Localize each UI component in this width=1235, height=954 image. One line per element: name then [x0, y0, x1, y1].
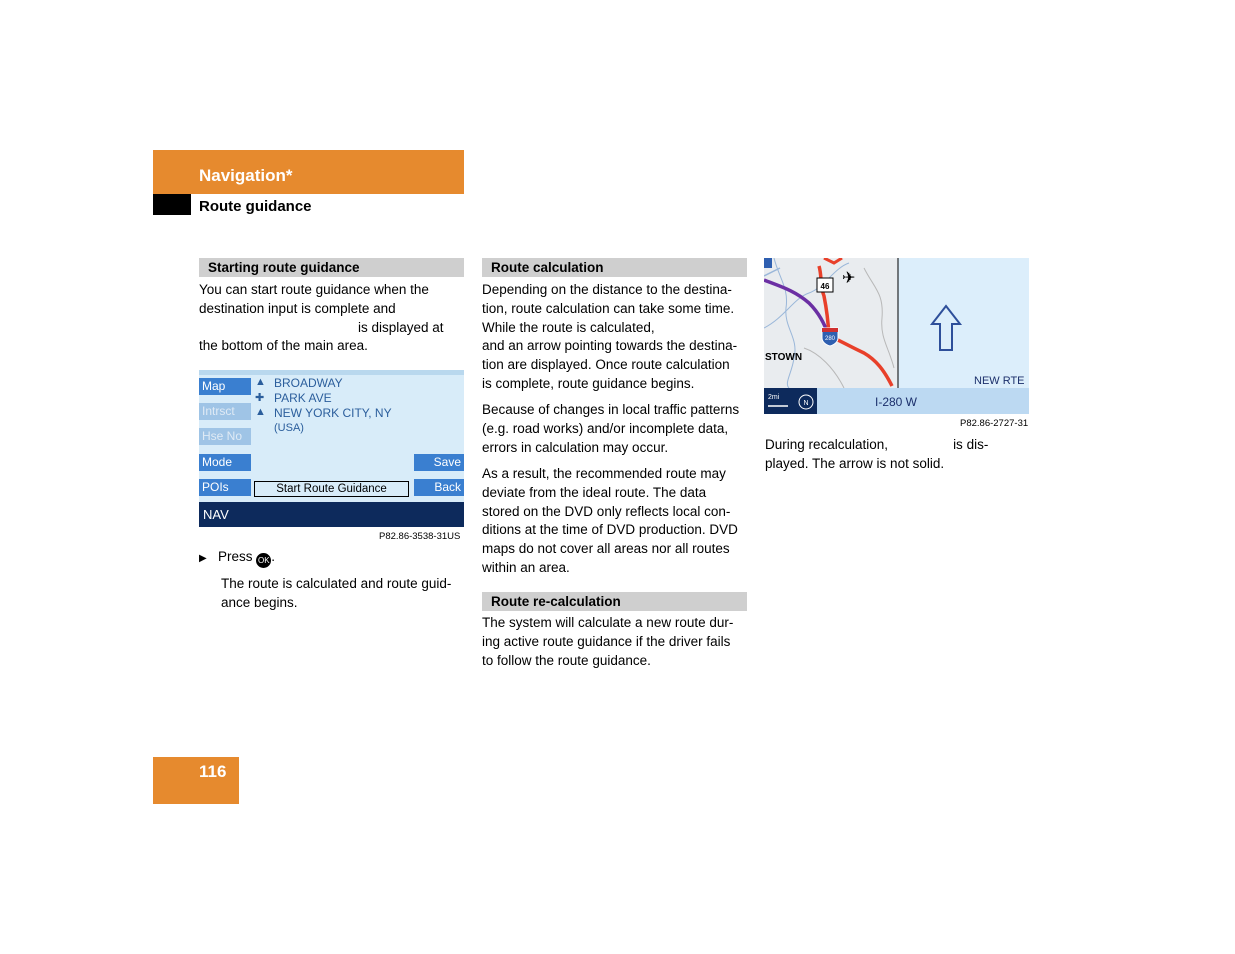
back-button[interactable]: Back	[414, 479, 464, 496]
paragraph-route-calculation: Depending on the distance to the destina- tion, route calculation can take some time. While the route is calculated, and an arrow pointing towards the destina- tion are displayed. Once route calculation is complete, route guidance begins.	[482, 282, 738, 391]
pois-button[interactable]: POIs	[199, 479, 251, 496]
step-press-ok: ▶ Press OK .	[199, 548, 464, 569]
paragraph-traffic-changes: Because of changes in local traffic patterns (e.g. road works) and/or incomplete data, errors in calculation may occur.	[482, 402, 740, 455]
heading-route-recalculation: Route re-calculation	[482, 592, 747, 611]
subsection-marker	[153, 194, 191, 215]
page-number: 116	[199, 762, 227, 781]
map-button[interactable]: Map	[199, 378, 251, 395]
town-label: STOWN	[765, 352, 803, 363]
interstate-shield-corner	[764, 258, 772, 268]
house-number-button[interactable]: Hse No	[199, 428, 251, 445]
direction-arrow-icon	[932, 306, 960, 350]
address-city: NEW YORK CITY, NY	[274, 406, 392, 420]
step-result: The route is calculated and route guid- ance begins.	[221, 576, 452, 610]
heading-route-calculation: Route calculation	[482, 258, 747, 277]
paragraph-during-recalculation: During recalculation, is dis- played. The arrow is not solid.	[765, 437, 989, 471]
scale-box	[764, 388, 817, 414]
address-street: BROADWAY	[274, 376, 343, 390]
mode-button[interactable]: Mode	[199, 454, 251, 471]
nav-status-bar: NAV	[199, 502, 464, 527]
airport-icon: ✈	[842, 268, 856, 287]
paragraph-route-recalculation: The system will calculate a new route dur- ing active route guidance if the driver fails to follow the route guidance.	[482, 615, 734, 668]
image-code-1: P82.86-3538-31US	[379, 531, 461, 542]
city-icon: ▲	[255, 406, 266, 418]
address-cross-street: PARK AVE	[274, 391, 332, 405]
subsection-title: Route guidance	[199, 198, 312, 215]
interstate-shield-top	[822, 328, 838, 332]
section-title: Navigation*	[199, 166, 293, 185]
address-country: (USA)	[274, 422, 304, 434]
map-graphic	[764, 258, 1029, 414]
save-button[interactable]: Save	[414, 454, 464, 471]
street-icon: ▲	[255, 376, 266, 388]
interstate-number: 280	[824, 336, 836, 342]
ok-key-icon: OK	[256, 553, 271, 568]
heading-starting-route-guidance: Starting route guidance	[199, 258, 464, 277]
screen-top-line	[199, 370, 464, 375]
new-route-label: NEW RTE	[974, 375, 1025, 387]
intersection-button[interactable]: Intrsct	[199, 403, 251, 420]
road-name-label: I-280 W	[875, 395, 918, 409]
step-arrow-icon: ▶	[199, 553, 207, 564]
start-route-guidance-button[interactable]: Start Route Guidance	[254, 481, 409, 497]
compass-label: N	[803, 400, 809, 407]
us-route-number: 46	[820, 282, 830, 291]
nav-screen-destination	[199, 370, 464, 527]
paragraph-start-intro: You can start route guidance when the destination input is complete and is displayed at the bottom of the main area.	[199, 282, 444, 354]
cross-street-icon: ✚	[255, 392, 265, 404]
image-code-2: P82.86-2727-31	[960, 418, 1029, 429]
map-screen-recalculation	[764, 258, 1029, 414]
paragraph-dvd-data: As a result, the recommended route may deviate from the ideal route. The data stored on the DVD only reflects local con- ditions at the time of DVD production. DVD maps do not cover all areas nor all routes within an area.	[482, 466, 738, 575]
scale-label: 2mi	[768, 394, 780, 401]
